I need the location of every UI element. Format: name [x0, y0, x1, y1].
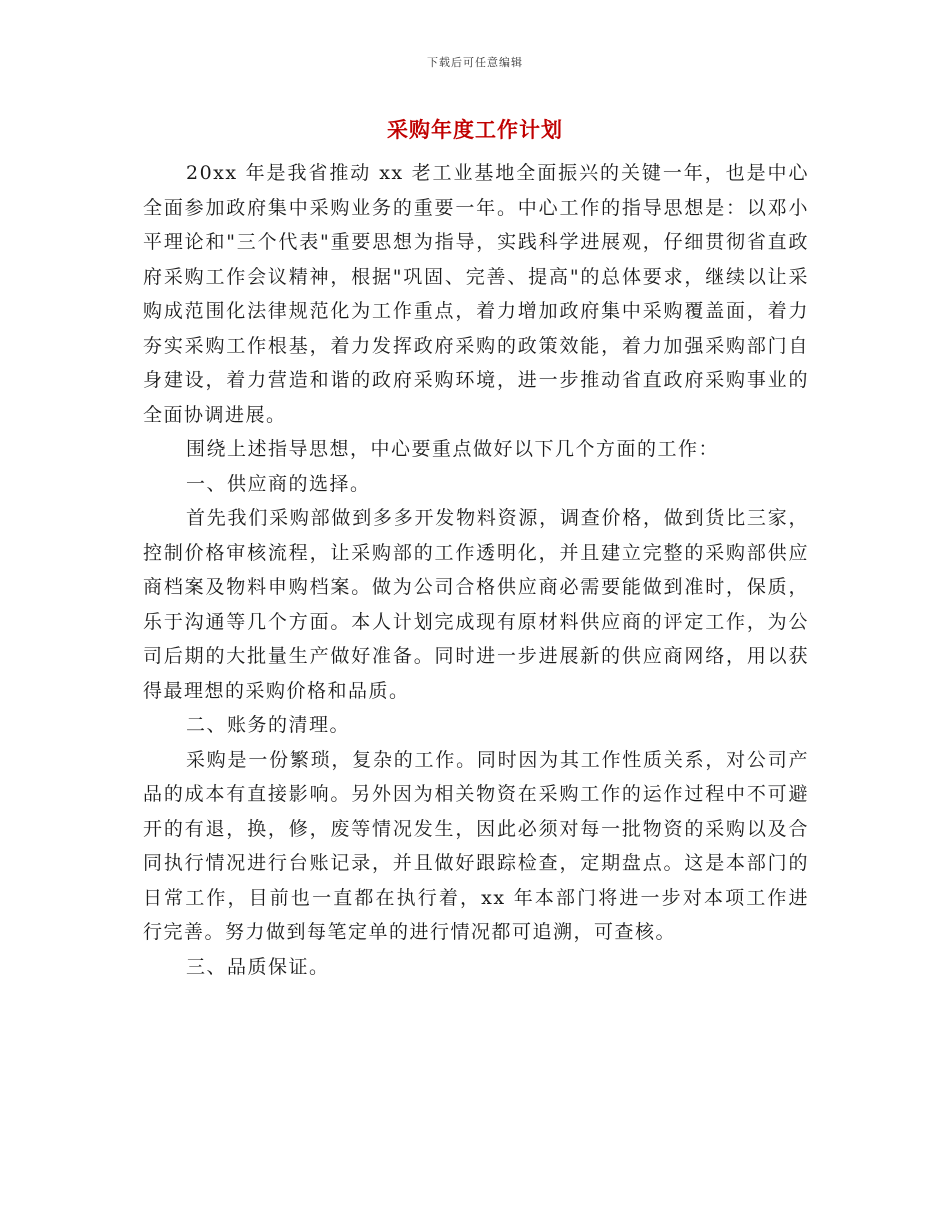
section-heading-supplier: 一、供应商的选择。	[186, 472, 371, 495]
section-heading-quality: 三、品质保证。	[186, 955, 330, 978]
header-note: 下载后可任意编辑	[427, 56, 523, 69]
paragraph-supplier: 首先我们采购部做到多多开发物料资源，调查价格，做到货比三家，控制价格审核流程，让采购部的工作透明化，并且建立完整的采购部供应商档案及物料申购档案。做为公司合格供应商必需要能做到准时，保质，乐于沟通等几个方面。本人计划完成现有原材料供应商的评定工作，为公司后期的大批量生产做好准备。同时进一步进展新的供应商网络，用以获得最理想的采购价格和品质。	[143, 507, 809, 702]
document-title: 采购年度工作计划	[387, 117, 563, 142]
document-body	[143, 156, 809, 984]
paragraph-overview: 围绕上述指导思想，中心要重点做好以下几个方面的工作：	[186, 438, 720, 460]
paragraph-accounts: 采购是一份繁琐，复杂的工作。同时因为其工作性质关系，对公司产品的成本有直接影响。另外因为相关物资在采购工作的运作过程中不可避开的有退，换，修，废等情况发生，因此必须对每一批物资的采购以及合同执行情况进行台账记录，并且做好跟踪检查，定期盘点。这是本部门的日常工作，目前也一直都在执行着，xx 年本部门将进一步对本项工作进行完善。努力做到每笔定单的进行情况都可追溯，可查核。	[143, 748, 809, 943]
section-heading-accounts: 二、账务的清理。	[186, 714, 351, 736]
paragraph-intro: 20xx 年是我省推动 xx 老工业基地全面振兴的关键一年，也是中心全面参加政府集中采购业务的重要一年。中心工作的指导思想是：以邓小平理论和"三个代表"重要思想为指导，实践科学进展观，仔细贯彻省直政府采购工作会议精神，根据"巩固、完善、提高"的总体要求，继续以让采购成范围化法律规范化为工作重点，着力增加政府集中采购覆盖面，着力夯实采购工作根基，着力发挥政府采购的政策效能，着力加强采购部门自身建设，着力营造和谐的政府采购环境，进一步推动省直政府采购事业的全面协调进展。	[143, 162, 809, 426]
